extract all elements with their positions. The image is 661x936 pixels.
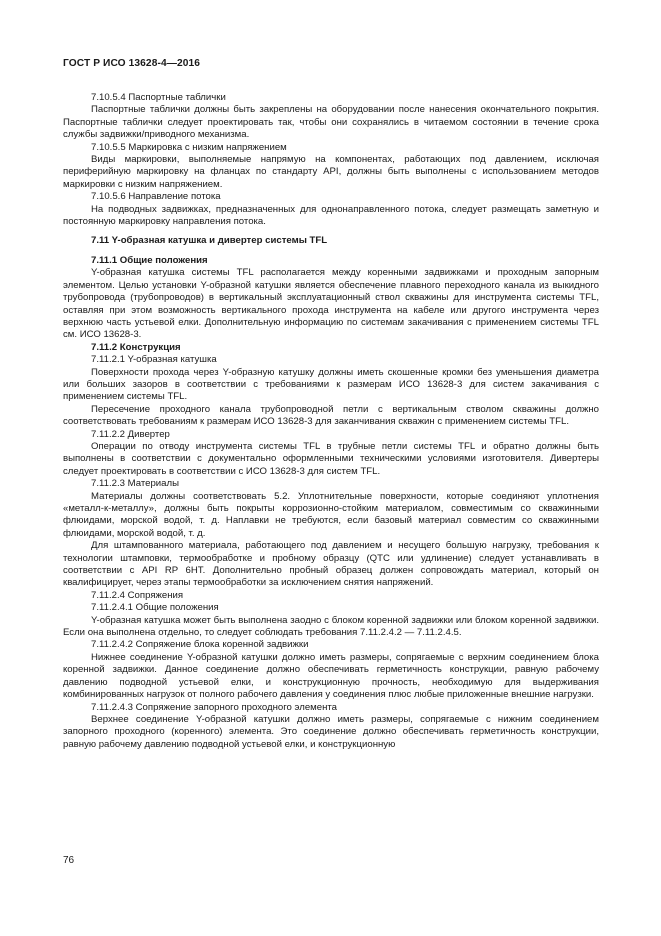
subsection-heading: 7.10.5.5 Маркировка с низким напряжением xyxy=(91,141,287,153)
subsection-heading: 7.10.5.6 Направление потока xyxy=(91,191,221,203)
subsection-heading: 7.11.2.4.2 Сопряжение блока коренной задвижки xyxy=(91,639,309,651)
paragraph: Для штампованного материала, работающего под давлением и несущего большую нагрузку, требования к технологии штамповки, термообработке и пробному образцу (QTC или удлинение) следует устанавливать в соответствии с API RP 6HT. Дополнительно пробный образец должен сопровождать материал, который он квалифицирует, через этапы термообработки за исключением снятия напряжений. xyxy=(63,540,599,589)
paragraph: Паспортные таблички должны быть закреплены на оборудовании после нанесения окончательного покрытия. Паспортные таблички следует проектировать так, чтобы они сохранялись в читаемом состоянии в течение срока службы задвижки/приводного механизма. xyxy=(63,104,599,141)
section-heading: 7.11 Y-образная катушка и дивертер системы TFL xyxy=(91,235,328,247)
paragraph: Поверхности прохода через Y-образную катушку должны иметь скошенные кромки без уменьшения диаметра или больших зазоров в соответствии с требованиями к размерам ИСО 13628-3 для систем закачивания с применением системы TFL. xyxy=(63,366,599,403)
subsection-heading: 7.11.2.1 Y-образная катушка xyxy=(91,354,217,366)
subsection-heading: 7.11.2.4.1 Общие положения xyxy=(91,602,219,614)
section-heading: 7.11.2 Конструкция xyxy=(91,341,181,353)
subsection-heading: 7.11.2.4.3 Сопряжение запорного проходного элемента xyxy=(91,701,338,713)
document-body xyxy=(63,92,599,751)
paragraph: Верхнее соединение Y-образной катушки должно иметь размеры, сопрягаемые с нижним соединением запорного проходного (коренного) элемента. Это соединение должно обеспечивать герметичность конструкции, равную рабочему давлению подводной устьевой елки, и конструкционную xyxy=(63,713,599,750)
subsection-heading: 7.11.2.2 Дивертер xyxy=(91,428,170,440)
paragraph: Нижнее соединение Y-образной катушки должно иметь размеры, сопрягаемые с верхним соединением блока коренной задвижки. Данное соединение должно обеспечивать герметичность конструкции, равную рабочему давлению подводной устьевой елки, и конструкционную прочность, необходимую для выдерживания комбинированных нагрузок от полного рабочего давления у соединения плюс любые приложенные внешние нагрузки. xyxy=(63,651,599,701)
page-number: 76 xyxy=(63,855,75,866)
page-header: ГОСТ Р ИСО 13628-4—2016 xyxy=(63,58,201,69)
paragraph: Виды маркировки, выполняемые напрямую на компонентах, работающих под давлением, исключая периферийную маркировку на фланцах по стандарту API, должны быть выполнены с использованием методов маркировки с низким напряжением. xyxy=(63,154,599,190)
paragraph: Материалы должны соответствовать 5.2. Уплотнительные поверхности, которые соединяют уплотнения «металл-к-металлу», должны быть покрыты коррозионно-стойким материалом, совместимым со скважинными флюидами, морской водой, т. д. Наплавки не требуются, если базовый материал совместим со скважинными флюидами, морской водой, т. д. xyxy=(63,490,599,539)
paragraph: Пересечение проходного канала трубопроводной петли с вертикальным стволом скважины должно соответствовать требованиям к размерам ИСО 13628-3 для заканчивания скважин с применением системы TFL. xyxy=(63,403,599,428)
spacer xyxy=(63,228,599,235)
paragraph: Y-образная катушка может быть выполнена заодно с блоком коренной задвижки или блоком коренной задвижки. Если она выполнена отдельно, то следует соблюдать требования 7.11.2.4.2 — 7.11.2.4.5. xyxy=(63,614,599,639)
paragraph: На подводных задвижках, предназначенных для однонаправленного потока, следует размещать заметную и постоянную маркировку направления потока. xyxy=(63,203,599,228)
subsection-heading: 7.10.5.4 Паспортные таблички xyxy=(91,92,226,103)
section-heading: 7.11.1 Общие положения xyxy=(91,254,208,266)
spacer xyxy=(63,248,599,255)
paragraph: Операции по отводу инструмента системы TFL в трубные петли системы TFL и обратно должны быть выполнены в соответствии с документально оформленными техническими условиями изготовителя. Дивертеры следует проектировать в соответствии с ИСО 13628-3 для систем TFL. xyxy=(63,440,599,477)
subsection-heading: 7.11.2.4 Сопряжения xyxy=(91,589,184,601)
subsection-heading: 7.11.2.3 Материалы xyxy=(91,478,179,490)
paragraph: Y-образная катушка системы TFL располагается между коренными задвижками и проходным запорным элементом. Целью установки Y-образной катушки является обеспечение плавного переходного канала из выкидного трубопровода (трубопроводов) в вертикальный эксплуатационный ствол скважины для инструмента системы TFL, оставляя при этом возможность вертикального прохода инструмента на кабеле или другого инструмента через верхнюю часть устьевой елки. Дополнительную информацию по системам закачивания с применением системы TFL см. ИСО 13628-3. xyxy=(63,267,599,341)
